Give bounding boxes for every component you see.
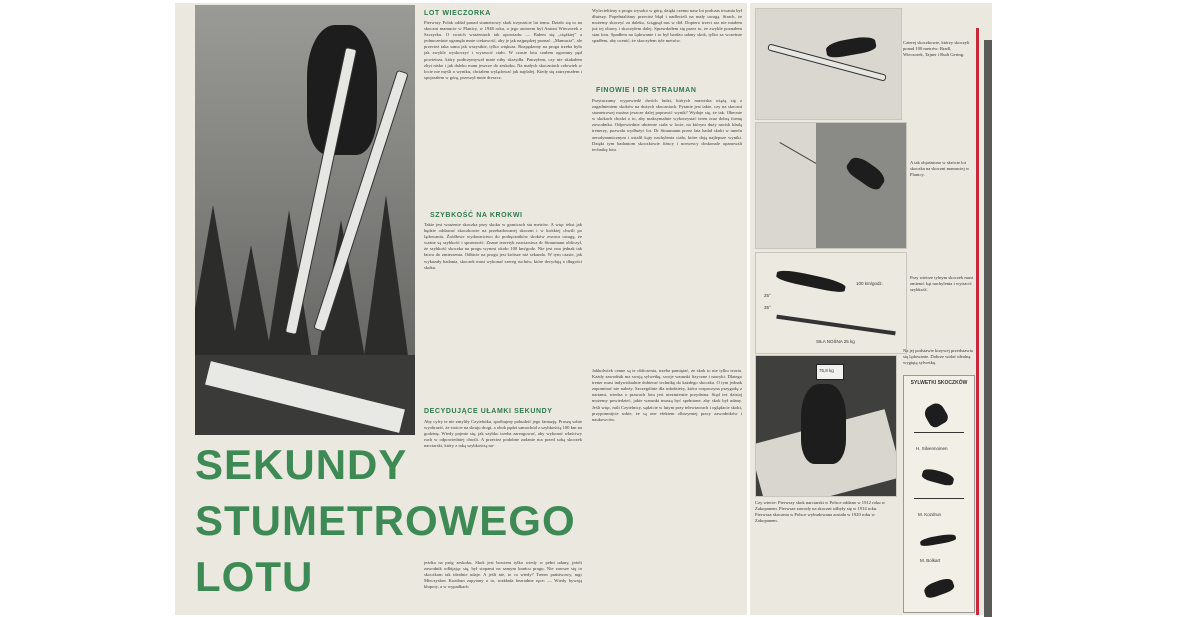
label-angle-a: 25° [764, 293, 771, 298]
silhouette-name-1: H. Silvennoinen [916, 446, 948, 451]
silhouette-name-2: M. Kozdrun [918, 512, 942, 517]
caption-3: Przy wietrze tylnym skoczek musi zmienić kąt nachylenia i wytracić szybkość. [910, 275, 974, 292]
label-angle-b: 35° [764, 305, 771, 310]
silhouettes-title: SYLWETKI SKOCZKÓW [910, 380, 968, 386]
headline-line-2: STUMETROWEGO [195, 497, 576, 544]
figure-landing-jumper [755, 355, 897, 497]
hero-photo [195, 5, 415, 435]
caption-1: Czterej skoczkowie, którzy skoczyli ponad 100 metrów: Bradl, Wieczorek, Tajner i Rudi Gering. [903, 40, 970, 57]
text-column-6: Jakkolwiek cenne są te obliczenia, trzeba pamiętać, że skok to nie tylko teoria. Każdy zawodnik ma swoją sylwetkę, swoje warunki fizyczne i nawyki. Dlatego trener musi indywidualnie dobierać technikę do każdego skoczka. O tym jednak zapominać nie należy. Szczególnie dla młodzieży, która rozpoczyna przygodę z nartami, wiedza o prawach lotu jest niezmiernie przydatna. Stąd też dzisiaj możemy powiedzieć, jakie warunki muszą być spełnione, aby skok był udany. Jeśli więc, mili Czytelnicy, sądzicie w lutym przy telewizorach i oglądacie skoki, przypomnijcie sobie, że są one efektem olbrzymiej pracy zawodników i naukowców. [592, 368, 742, 422]
caption-5: Czy wiecie: Pierwszy skok narciarski w Polsce oddano w 1912 roku w Zakopanem. Pierwsze zawody na skoczni odbyły się w 1914 roku. Pierwsza skocznia w Polsce wybudowana została w 1920 roku w Zakopanem. [755, 500, 886, 523]
section-head-speed: SZYBKOŚĆ NA KROKWI [430, 212, 523, 219]
silhouette-name-3: M. Bolkart [920, 558, 941, 563]
headline-line-1: SEKUNDY [195, 441, 408, 488]
text-column-5: Przytaczamy wypowiedź dwóch ludzi, których nazwiska wiążą się z zagadnieniem skoków na dużych skoczniach. Pytanie jest takie, czy na skoczni stumetrowej można jeszcze dalej poprawić wynik? Wydaje się, że tak. Obecnie w skokach chodzi o to, aby maksymalnie wykorzystać teren oraz dobrą formę zawodnika. Odpowiednie ułożenie ciała w locie, na którym duży nacisk kładą trenerzy, pozwala wydłużyć lot. Dr Straumann przez lata badał skoki w tunelu aerodynamicznym i ustalił kąty nachylenia ciała, które dają najlepsze wyniki. Dzięki tym badaniom skoczkowie fińscy i norwescy doskonale opanowali technikę lotu. [592, 98, 742, 152]
figure-jumper-flight [755, 8, 902, 120]
weight-badge: 76,8 kg [816, 364, 844, 380]
text-column-2: Takie jest wrażenie skoczka przy skoku w granicach stu metrów. A więc tekst jak będzie oddawać skoczkowie na przebadowanej skoczni i w krótkiej chwili po lądowaniu. Źródłowe wydawnictwo do podręczników skoków zwraca uwagę, że ważne są szybkość i sprawność. Znane teoretyk narciarstwa dr Straumann obliczył, że szybkość skoczka na progu wynosi około 100 km/godz. Nie jest ona jednak tak łatwa do zmierzenia. Odbicie na progu jest krótsze niż sekunda. W tym czasie, jak wykazały badania, skoczek musi wykonać szereg ruchów, które decydują o długości skoku. [424, 222, 582, 270]
text-column-3-bottom: jeżdża na próg zeskoku. Skok jest bowiem tylko wtedy w pełni udany, jeżeli zawodnik odbijając się, był stopami na samym krańcu progu. Nie zawsze się to skoczkom tak idealnie udaje. A jeśli nie, to co wtedy? Trener państwowy, mgr Mieczysław Kozdrun zapytany o to, rozkłada bezradnie ręce: — Wtedy bywają kłopoty, a w wypadkach [424, 560, 582, 590]
page-edge-dark [984, 40, 992, 617]
caption-4: Na jej podstawie krzywej przedstawia się lądowanie. Dobrze widać idealną wygiętą sylwetkę. [903, 348, 973, 365]
section-head-fractions: DECYDUJĄCE UŁAMKI SEKUNDY [424, 408, 553, 415]
text-column-3: Aby cyfry te nie zmyliły Czytelnika, spróbujmy pobudzić jego fantazję. Proszę sobie wyobrazić, że stoicie na skraju drogi, a obok pędzi samochód z szybkością 100 km na godzinę. Wtedy pojmie się, jak szybko trzeba zareagować, aby wykonać właściwy ruch w odpowiedniej chwili. A przecież podobne zadanie ma przed sobą skoczek narciarski, który z taką szybkością na- [424, 419, 582, 449]
section-head-finns: FINOWIE I DR STRAUMAN [596, 87, 697, 94]
page-edge-red-line [976, 28, 979, 615]
section-head-intro: LOT WIECZORKA [424, 10, 491, 17]
label-speed: 100 km/godz. [856, 281, 884, 286]
figure-takeoff [755, 122, 907, 249]
figure-force-diagram [755, 252, 907, 354]
text-column-1: Pierwszy Polak oddał ponad stumetrowy skok trzynaście lat temu. Działo się to na skoczni mamucie w Planicy, w 1948 roku, a jego autorem był Antoni Wieczorek z Szczyrku. O swoich wrażeniach tak opowiada: — Bałem się „ciężkiej” a jednocześnie ogarnęła mnie ciekawość, aby je jak najprędzej poznać. „Mamucia”, ale przecież taka sama jak wszystkie, tylko większa. Rozpędzony na progu trzeba było jak zwykle wyskoczyć i wyrzucić ciało. W czasie lotu czułem ogromny pęd powietrza, który podtrzymywał mnie niby skrzydła. Patrzyłem, czy nie skakałem zbyt nisko i jak daleko mam jeszcze do zeskoku. Na małych skoczniach człowiek w locie nie myśli o wyniku, chciałem wylądować jak najdalej. Kiedy się zatrzymałem i spojrzałem w górę, przeszył mnie dreszcz. [424, 20, 582, 80]
caption-2: A tak objaśniono w skrócie lot skoczka na skoczni mamuciej w Planicy. [910, 160, 970, 177]
headline-line-3: LOTU [195, 553, 314, 600]
label-force: SIŁA NOŚNA 25 kg [816, 339, 855, 344]
silhouettes-box [903, 375, 975, 613]
text-column-4: Wylecieliśmy z progu wysoko w górę, dzięki czemu nasz lot podczas trwania był dłuższy. Popełnialiśmy przecież błąd i nadlecieli na mały uwagą. Strach, że możemy skoczyć za daleko, ściągnął nas w dół. Dopiero trzeci raz nie miałem już tej obawy i skoczyłem dalej. Sprawdziłem się przez to, że zwykle poznałem stan lotu. Spadłem na lądowanie i to był bardzo udany skok, tylko za wcześnie spadłem, aby ocenić, że skoczyłem tyle metrów. [592, 8, 742, 44]
